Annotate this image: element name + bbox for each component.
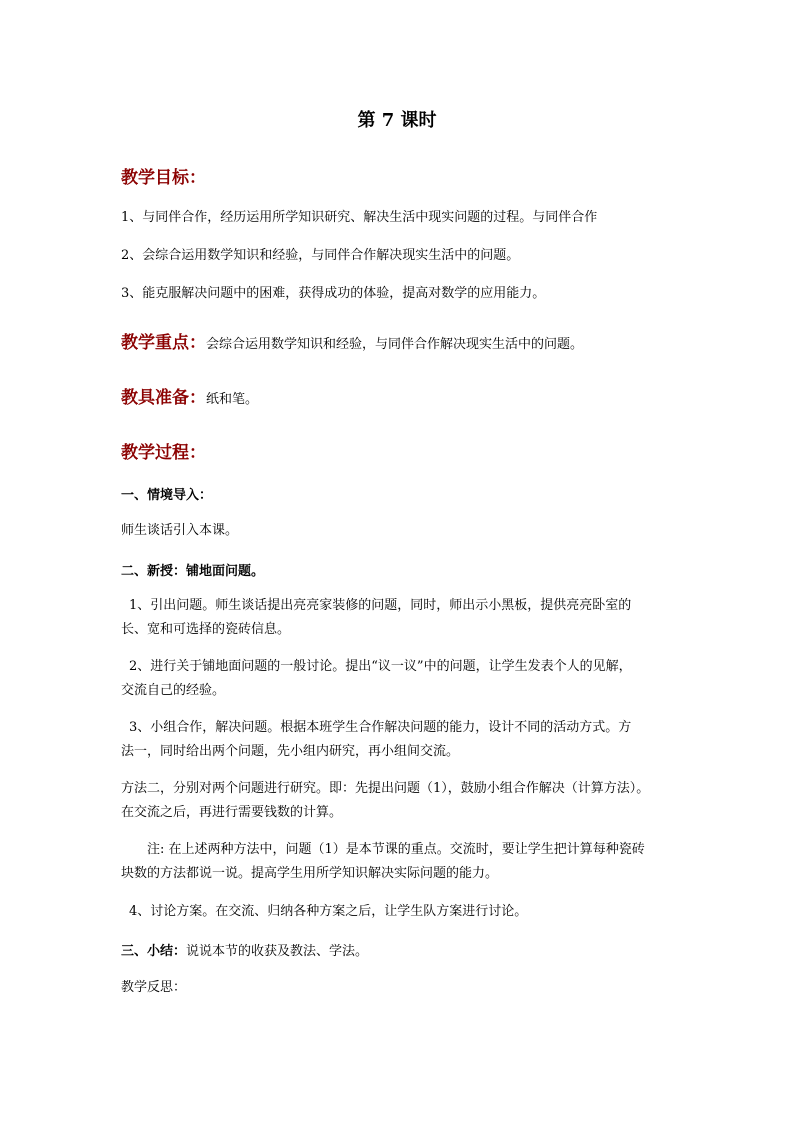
step1-line1: 1、引出问题。师生谈话提出亮亮家装修的问题，同时，师出示小黑板，提供亮亮卧室的	[129, 598, 632, 613]
method2-line1: 方法二，分别对两个问题进行研究。即：先提出问题（1），鼓励小组合作解决（计算方法）。	[121, 781, 650, 796]
step3-line1: 3、小组合作，解决问题。根据本班学生合作解决问题的能力，设计不同的活动方式。方	[129, 720, 632, 735]
goal-item-1: 1、与同伴合作，经历运用所学知识研究、解决生活中现实问题的过程。与同伴合作	[121, 210, 598, 225]
page-title: 第 7 课时	[357, 110, 437, 131]
process-heading: 教学过程：	[121, 443, 206, 463]
note-line1: 注: 在上述两种方法中，问题（1）是本节课的重点。交流时，要让学生把计算每种瓷砖	[147, 842, 645, 857]
section1-text: 师生谈话引入本课。	[121, 523, 239, 538]
key-points-line	[121, 328, 583, 355]
step4-line: 4、讨论方案。在交流、归纳各种方案之后，让学生队方案进行讨论。	[129, 904, 528, 919]
materials-text: 纸和笔。	[206, 392, 259, 407]
section2-heading: 二、新授：铺地面问题。	[121, 564, 265, 579]
materials-heading: 教具准备：	[121, 388, 206, 408]
reflection-label: 教学反思：	[121, 980, 187, 995]
section1-heading: 一、情境导入：	[121, 488, 213, 503]
step3-line2: 法一，同时给出两个问题，先小组内研究，再小组间交流。	[121, 744, 460, 759]
section3-text: 说说本节的收获及教法、学法。	[186, 944, 369, 959]
goals-heading: 教学目标：	[121, 168, 206, 188]
step1-line2: 长、宽和可选择的瓷砖信息。	[121, 622, 291, 637]
section3-heading: 三、小结：	[121, 944, 187, 959]
goal-item-2: 2、会综合运用数学知识和经验，与同伴合作解决现实生活中的问题。	[121, 248, 520, 263]
step2-line2: 交流自己的经验。	[121, 683, 226, 698]
note-line2: 块数的方法都说一说。提高学生用所学知识解决实际问题的能力。	[121, 866, 499, 881]
summary-line	[121, 940, 368, 962]
goal-item-3: 3、能克服解决问题中的困难，获得成功的体验，提高对数学的应用能力。	[121, 286, 546, 301]
step2-line1: 2、进行关于铺地面问题的一般讨论。提出“议一议”中的问题，让学生发表个人的见解，	[129, 659, 632, 674]
key-points-heading: 教学重点：	[121, 333, 206, 353]
method2-line2: 在交流之后，再进行需要钱数的计算。	[121, 805, 343, 820]
key-points-text: 会综合运用数学知识和经验，与同伴合作解决现实生活中的问题。	[206, 337, 584, 352]
materials-line	[121, 383, 258, 410]
